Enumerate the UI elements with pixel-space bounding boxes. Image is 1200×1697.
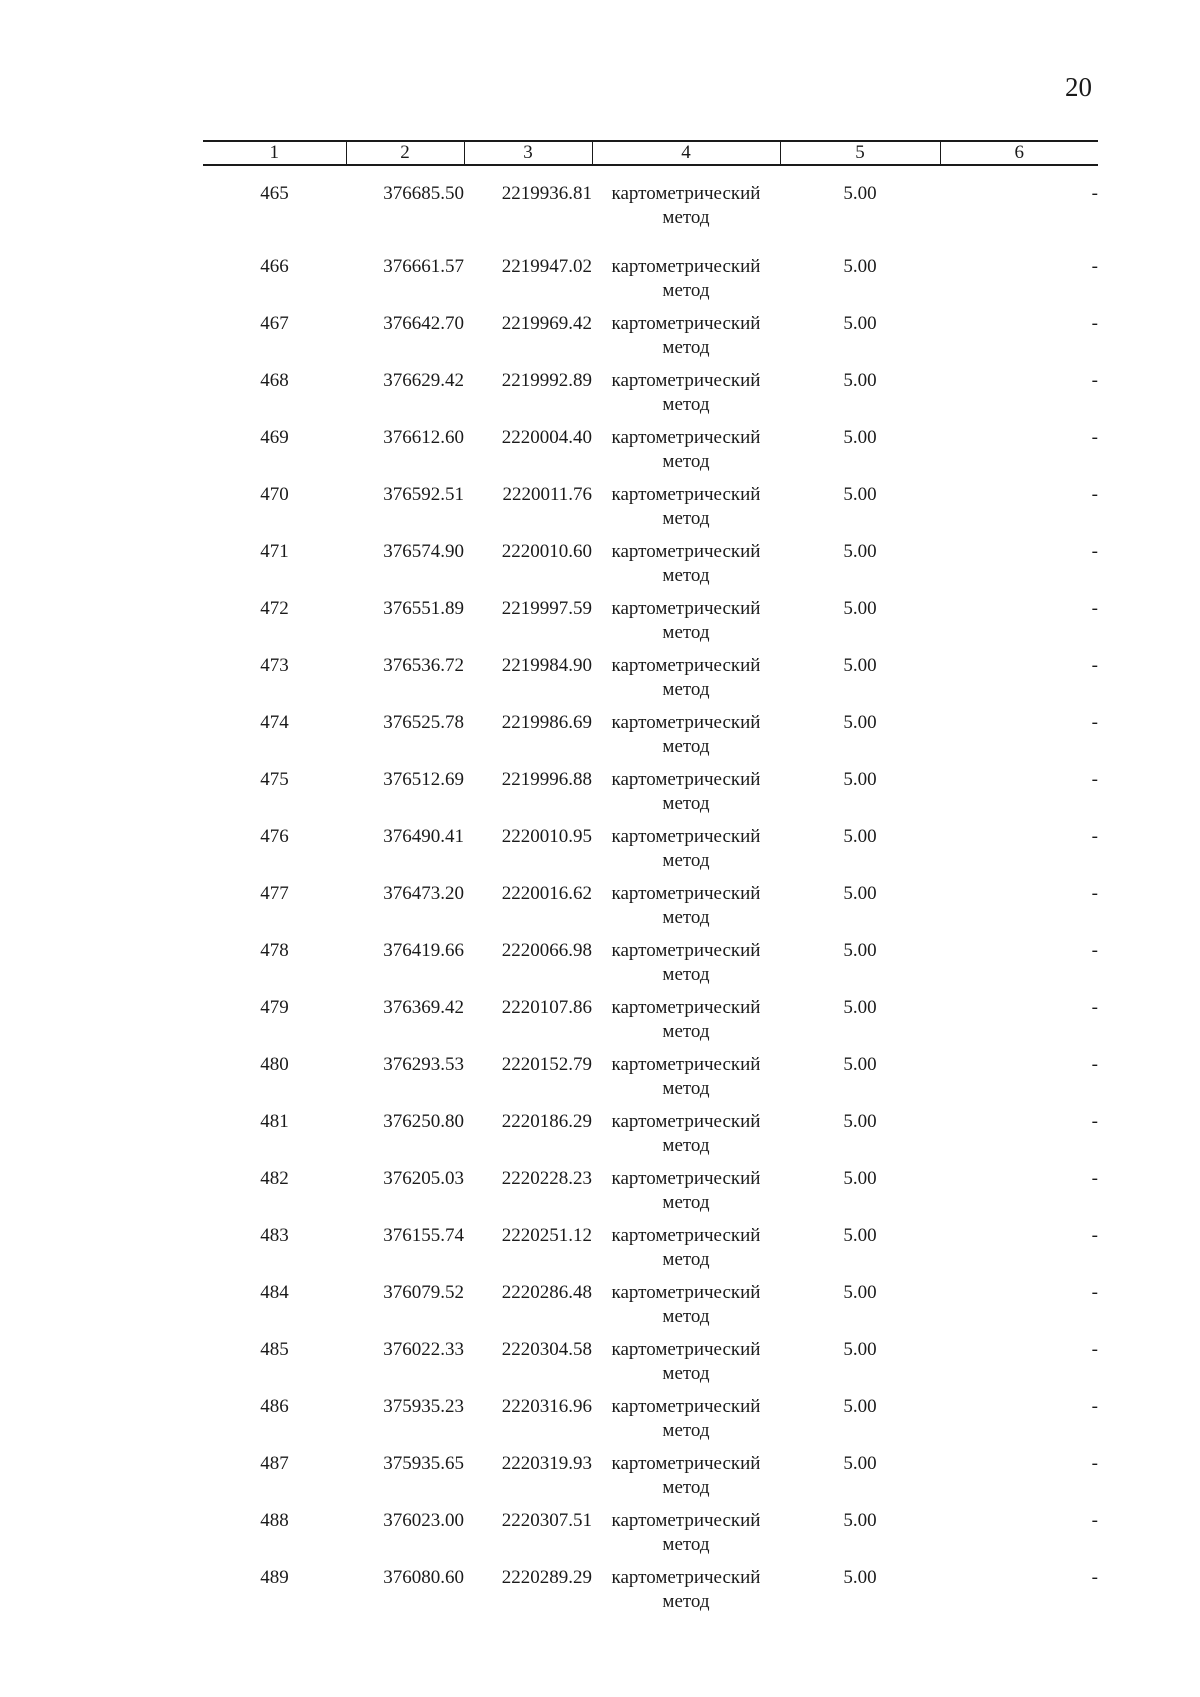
- method-line-2: метод: [662, 337, 710, 358]
- accuracy-cell: 5.00: [843, 1282, 877, 1303]
- point-number-cell: 483: [260, 1225, 289, 1246]
- method-line-1: картометрический: [611, 370, 761, 391]
- method-line-1: картометрический: [611, 313, 761, 334]
- note-cell: -: [1091, 1111, 1098, 1132]
- header-col-3: 3: [464, 141, 592, 165]
- method-cell: [592, 1053, 780, 1110]
- table-row: [203, 654, 1098, 711]
- method-line-2: метод: [662, 207, 710, 228]
- note-cell: -: [1091, 484, 1098, 505]
- accuracy-cell: 5.00: [843, 883, 877, 904]
- table-row: [203, 825, 1098, 882]
- x-coordinate-cell: 376023.00: [383, 1510, 464, 1531]
- x-coordinate-cell: 376574.90: [383, 541, 464, 562]
- note-cell: -: [1091, 940, 1098, 961]
- method-line-1: картометрический: [611, 1453, 761, 1474]
- y-coordinate-cell: 2219936.81: [501, 183, 592, 204]
- note-cell: -: [1091, 598, 1098, 619]
- accuracy-cell: 5.00: [843, 1339, 877, 1360]
- x-coordinate-cell: 376205.03: [383, 1168, 464, 1189]
- accuracy-cell: 5.00: [843, 826, 877, 847]
- accuracy-cell: 5.00: [843, 370, 877, 391]
- method-cell: [592, 711, 780, 768]
- table-row: [203, 1167, 1098, 1224]
- x-coordinate-cell: 376293.53: [383, 1054, 464, 1075]
- x-coordinate-cell: 376592.51: [383, 484, 464, 505]
- x-coordinate-cell: 376250.80: [383, 1111, 464, 1132]
- method-line-1: картометрический: [611, 256, 761, 277]
- note-cell: -: [1091, 1282, 1098, 1303]
- method-line-2: метод: [662, 907, 710, 928]
- x-coordinate-cell: 376022.33: [383, 1339, 464, 1360]
- accuracy-cell: 5.00: [843, 183, 877, 204]
- x-coordinate-cell: 375935.23: [383, 1396, 464, 1417]
- note-cell: -: [1091, 1168, 1098, 1189]
- point-number-cell: 465: [260, 183, 289, 204]
- method-line-2: метод: [662, 850, 710, 871]
- point-number-cell: 489: [260, 1567, 289, 1588]
- accuracy-cell: 5.00: [843, 997, 877, 1018]
- method-cell: [592, 1167, 780, 1224]
- method-line-1: картометрический: [611, 1396, 761, 1417]
- y-coordinate-cell: 2220304.58: [501, 1339, 592, 1360]
- method-line-1: картометрический: [611, 940, 761, 961]
- method-line-1: картометрический: [611, 541, 761, 562]
- x-coordinate-cell: 375935.65: [383, 1453, 464, 1474]
- header-col-4: 4: [592, 141, 780, 165]
- note-cell: -: [1091, 712, 1098, 733]
- y-coordinate-cell: 2219986.69: [501, 712, 592, 733]
- point-number-cell: 480: [260, 1054, 289, 1075]
- note-cell: -: [1091, 370, 1098, 391]
- coordinates-table: [203, 140, 1098, 1623]
- note-cell: -: [1091, 313, 1098, 334]
- table-header: [203, 141, 1098, 165]
- accuracy-cell: 5.00: [843, 313, 877, 334]
- accuracy-cell: 5.00: [843, 1225, 877, 1246]
- method-cell: [592, 1395, 780, 1452]
- table-row: [203, 426, 1098, 483]
- method-cell: [592, 1224, 780, 1281]
- method-line-1: картометрический: [611, 997, 761, 1018]
- header-col-2: 2: [346, 141, 464, 165]
- y-coordinate-cell: 2219947.02: [501, 256, 592, 277]
- method-line-1: картометрический: [611, 1339, 761, 1360]
- method-cell: [592, 1509, 780, 1566]
- method-cell: [592, 165, 780, 255]
- point-number-cell: 476: [260, 826, 289, 847]
- point-number-cell: 481: [260, 1111, 289, 1132]
- x-coordinate-cell: 376525.78: [383, 712, 464, 733]
- point-number-cell: 475: [260, 769, 289, 790]
- y-coordinate-cell: 2220107.86: [501, 997, 592, 1018]
- method-cell: [592, 825, 780, 882]
- method-line-2: метод: [662, 964, 710, 985]
- y-coordinate-cell: 2220016.62: [501, 883, 592, 904]
- point-number-cell: 484: [260, 1282, 289, 1303]
- y-coordinate-cell: 2219996.88: [501, 769, 592, 790]
- method-cell: [592, 882, 780, 939]
- method-line-2: метод: [662, 280, 710, 301]
- method-cell: [592, 996, 780, 1053]
- x-coordinate-cell: 376512.69: [383, 769, 464, 790]
- note-cell: -: [1091, 1453, 1098, 1474]
- method-line-2: метод: [662, 1420, 710, 1441]
- table-body: [203, 165, 1098, 1623]
- method-line-1: картометрический: [611, 598, 761, 619]
- method-cell: [592, 1110, 780, 1167]
- method-line-1: картометрический: [611, 1282, 761, 1303]
- y-coordinate-cell: 2220316.96: [501, 1396, 592, 1417]
- y-coordinate-cell: 2220010.95: [501, 826, 592, 847]
- method-line-2: метод: [662, 1021, 710, 1042]
- point-number-cell: 468: [260, 370, 289, 391]
- y-coordinate-cell: 2219984.90: [501, 655, 592, 676]
- y-coordinate-cell: 2220228.23: [501, 1168, 592, 1189]
- note-cell: -: [1091, 541, 1098, 562]
- page-number: 20: [1065, 72, 1092, 102]
- accuracy-cell: 5.00: [843, 484, 877, 505]
- point-number-cell: 472: [260, 598, 289, 619]
- method-cell: [592, 939, 780, 996]
- y-coordinate-cell: 2220307.51: [501, 1510, 592, 1531]
- accuracy-cell: 5.00: [843, 769, 877, 790]
- table-row: [203, 1452, 1098, 1509]
- point-number-cell: 474: [260, 712, 289, 733]
- method-line-2: метод: [662, 793, 710, 814]
- note-cell: -: [1091, 826, 1098, 847]
- note-cell: -: [1091, 1510, 1098, 1531]
- point-number-cell: 487: [260, 1453, 289, 1474]
- table-row: [203, 255, 1098, 312]
- note-cell: -: [1091, 769, 1098, 790]
- method-cell: [592, 540, 780, 597]
- accuracy-cell: 5.00: [843, 940, 877, 961]
- note-cell: -: [1091, 1054, 1098, 1075]
- method-cell: [592, 1452, 780, 1509]
- method-line-1: картометрический: [611, 769, 761, 790]
- method-line-2: метод: [662, 1078, 710, 1099]
- note-cell: -: [1091, 883, 1098, 904]
- method-line-2: метод: [662, 1135, 710, 1156]
- method-line-2: метод: [662, 1306, 710, 1327]
- x-coordinate-cell: 376661.57: [383, 256, 464, 277]
- method-line-2: метод: [662, 679, 710, 700]
- accuracy-cell: 5.00: [843, 1510, 877, 1531]
- x-coordinate-cell: 376079.52: [383, 1282, 464, 1303]
- x-coordinate-cell: 376473.20: [383, 883, 464, 904]
- method-line-2: метод: [662, 622, 710, 643]
- point-number-cell: 467: [260, 313, 289, 334]
- method-line-2: метод: [662, 1477, 710, 1498]
- x-coordinate-cell: 376155.74: [383, 1225, 464, 1246]
- x-coordinate-cell: 376551.89: [383, 598, 464, 619]
- method-line-1: картометрический: [611, 1510, 761, 1531]
- y-coordinate-cell: 2219992.89: [501, 370, 592, 391]
- y-coordinate-cell: 2220010.60: [501, 541, 592, 562]
- method-line-2: метод: [662, 565, 710, 586]
- table-row: [203, 711, 1098, 768]
- header-col-1: 1: [203, 141, 346, 165]
- accuracy-cell: 5.00: [843, 541, 877, 562]
- method-cell: [592, 426, 780, 483]
- note-cell: -: [1091, 183, 1098, 204]
- table-row: [203, 1281, 1098, 1338]
- x-coordinate-cell: 376642.70: [383, 313, 464, 334]
- method-line-2: метод: [662, 394, 710, 415]
- method-line-2: метод: [662, 1534, 710, 1555]
- table-row: [203, 1053, 1098, 1110]
- note-cell: -: [1091, 1225, 1098, 1246]
- point-number-cell: 479: [260, 997, 289, 1018]
- table-row: [203, 1338, 1098, 1395]
- table-row: [203, 1224, 1098, 1281]
- method-line-1: картометрический: [611, 826, 761, 847]
- table-row: [203, 483, 1098, 540]
- method-line-1: картометрический: [611, 1168, 761, 1189]
- method-cell: [592, 768, 780, 825]
- x-coordinate-cell: 376369.42: [383, 997, 464, 1018]
- accuracy-cell: 5.00: [843, 1168, 877, 1189]
- method-line-2: метод: [662, 451, 710, 472]
- y-coordinate-cell: 2219997.59: [501, 598, 592, 619]
- x-coordinate-cell: 376080.60: [383, 1567, 464, 1588]
- header-col-6: 6: [940, 141, 1098, 165]
- method-cell: [592, 1566, 780, 1623]
- x-coordinate-cell: 376419.66: [383, 940, 464, 961]
- method-cell: [592, 483, 780, 540]
- y-coordinate-cell: 2220004.40: [501, 427, 592, 448]
- note-cell: -: [1091, 1396, 1098, 1417]
- method-line-1: картометрический: [611, 1567, 761, 1588]
- method-line-1: картометрический: [611, 484, 761, 505]
- point-number-cell: 471: [260, 541, 289, 562]
- method-cell: [592, 312, 780, 369]
- accuracy-cell: 5.00: [843, 427, 877, 448]
- header-row: [203, 141, 1098, 165]
- method-line-2: метод: [662, 1249, 710, 1270]
- method-line-1: картометрический: [611, 655, 761, 676]
- table-row: [203, 369, 1098, 426]
- point-number-cell: 488: [260, 1510, 289, 1531]
- table-row: [203, 996, 1098, 1053]
- method-line-1: картометрический: [611, 1054, 761, 1075]
- method-line-2: метод: [662, 1363, 710, 1384]
- table-row: [203, 540, 1098, 597]
- method-line-2: метод: [662, 736, 710, 757]
- method-line-1: картометрический: [611, 883, 761, 904]
- accuracy-cell: 5.00: [843, 1396, 877, 1417]
- y-coordinate-cell: 2220286.48: [501, 1282, 592, 1303]
- x-coordinate-cell: 376536.72: [383, 655, 464, 676]
- method-cell: [592, 255, 780, 312]
- table-row: [203, 1395, 1098, 1452]
- x-coordinate-cell: 376490.41: [383, 826, 464, 847]
- method-line-1: картометрический: [611, 712, 761, 733]
- header-col-5: 5: [780, 141, 940, 165]
- point-number-cell: 485: [260, 1339, 289, 1360]
- table-row: [203, 939, 1098, 996]
- point-number-cell: 482: [260, 1168, 289, 1189]
- note-cell: -: [1091, 1339, 1098, 1360]
- x-coordinate-cell: 376685.50: [383, 183, 464, 204]
- table-row: [203, 1110, 1098, 1167]
- method-cell: [592, 654, 780, 711]
- method-cell: [592, 597, 780, 654]
- table-row: [203, 165, 1098, 255]
- method-cell: [592, 1338, 780, 1395]
- accuracy-cell: 5.00: [843, 256, 877, 277]
- point-number-cell: 477: [260, 883, 289, 904]
- y-coordinate-cell: 2220066.98: [501, 940, 592, 961]
- point-number-cell: 469: [260, 427, 289, 448]
- point-number-cell: 473: [260, 655, 289, 676]
- accuracy-cell: 5.00: [843, 1054, 877, 1075]
- note-cell: -: [1091, 1567, 1098, 1588]
- method-line-1: картометрический: [611, 1225, 761, 1246]
- table-row: [203, 1509, 1098, 1566]
- x-coordinate-cell: 376612.60: [383, 427, 464, 448]
- y-coordinate-cell: 2220289.29: [501, 1567, 592, 1588]
- table-row: [203, 882, 1098, 939]
- method-cell: [592, 1281, 780, 1338]
- method-line-2: метод: [662, 1192, 710, 1213]
- point-number-cell: 478: [260, 940, 289, 961]
- accuracy-cell: 5.00: [843, 655, 877, 676]
- table-row: [203, 768, 1098, 825]
- method-line-2: метод: [662, 508, 710, 529]
- method-line-1: картометрический: [611, 1111, 761, 1132]
- y-coordinate-cell: 2220152.79: [501, 1054, 592, 1075]
- y-coordinate-cell: 2220251.12: [501, 1225, 592, 1246]
- note-cell: -: [1091, 256, 1098, 277]
- note-cell: -: [1091, 655, 1098, 676]
- note-cell: -: [1091, 997, 1098, 1018]
- method-cell: [592, 369, 780, 426]
- method-line-1: картометрический: [611, 183, 761, 204]
- y-coordinate-cell: 2220186.29: [501, 1111, 592, 1132]
- accuracy-cell: 5.00: [843, 1453, 877, 1474]
- table-row: [203, 1566, 1098, 1623]
- y-coordinate-cell: 2220319.93: [501, 1453, 592, 1474]
- point-number-cell: 470: [260, 484, 289, 505]
- table-row: [203, 597, 1098, 654]
- accuracy-cell: 5.00: [843, 598, 877, 619]
- x-coordinate-cell: 376629.42: [383, 370, 464, 391]
- accuracy-cell: 5.00: [843, 1111, 877, 1132]
- note-cell: -: [1091, 427, 1098, 448]
- table-row: [203, 312, 1098, 369]
- method-line-1: картометрический: [611, 427, 761, 448]
- y-coordinate-cell: 2220011.76: [502, 484, 592, 505]
- method-line-2: метод: [662, 1591, 710, 1612]
- point-number-cell: 486: [260, 1396, 289, 1417]
- accuracy-cell: 5.00: [843, 1567, 877, 1588]
- point-number-cell: 466: [260, 256, 289, 277]
- y-coordinate-cell: 2219969.42: [501, 313, 592, 334]
- accuracy-cell: 5.00: [843, 712, 877, 733]
